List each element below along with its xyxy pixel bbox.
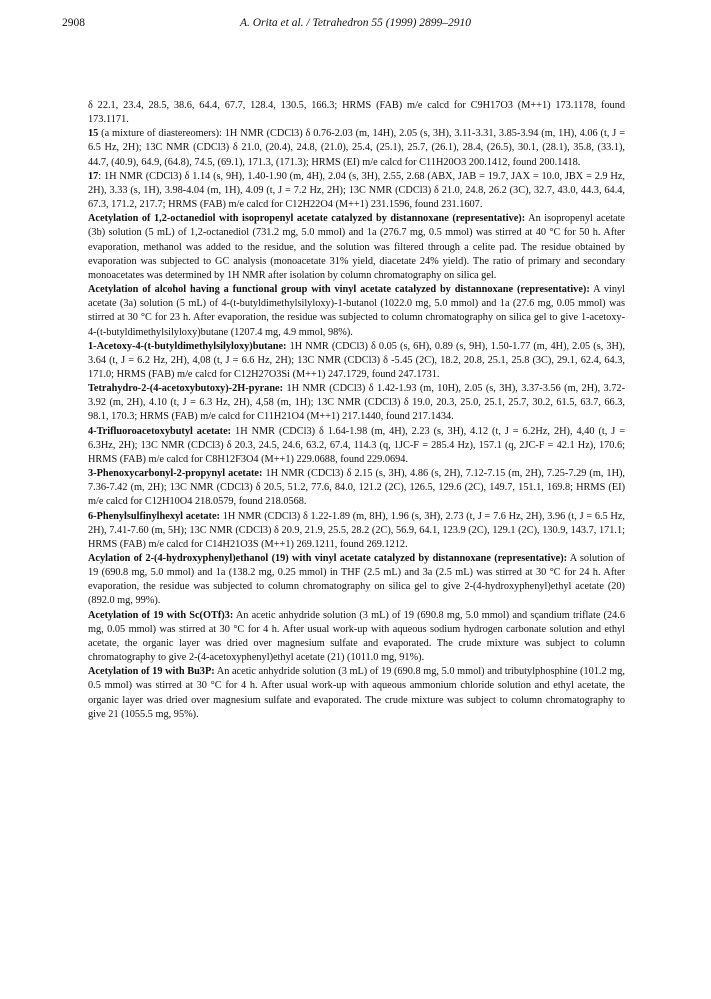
paragraph-compound-15 <box>88 127 625 169</box>
running-head: A. Orita et al. / Tetrahedron 55 (1999) 2899–2910 <box>239 17 472 29</box>
paragraph-silyloxybutane <box>88 340 625 382</box>
page-header <box>0 0 711 40</box>
paragraph-trifluoroacetoxybutyl <box>88 425 625 467</box>
paragraph-phenoxycarbonyl <box>88 467 625 509</box>
paragraph-heading: 15 <box>88 128 99 140</box>
paragraph-heading: 4-Trifluoroacetoxybutyl acetate: <box>88 425 232 437</box>
paragraph-compound-17 <box>88 170 625 212</box>
paragraph-text: An acetic anhydride solution (3 mL) of 19 (690.8 mg, 5.0 mmol) and sçandium triflate (24.6 mg, 0.05 mmol) was stirred at 30 °C for 4 h. After usual work-up with aqueous sodium hydrogen carbonate solution and ethyl acetate, the organic layer was dried over magnesium sulfate and evaporated. The crude mixture was subject to column chromatography to give 2-(4-acetoxyphenyl)ethyl acetate (21) (1011.0 mg, 91%). <box>88 609 625 664</box>
paragraph-heading: Acetylation of alcohol having a functional group with vinyl acetate catalyzed by distannoxane (representative): <box>88 284 590 296</box>
paragraph-octanediol-acetylation <box>88 212 625 283</box>
paragraph-text: A solution of 19 (690.8 mg, 5.0 mmol) and 1a (138.2 mg, 0.25 mmol) in THF (2.5 mL) and 3a (2.5 mL) was stirred at 30 °C for 24 h. After evaporation, the residue was subjected to column chromatography on silica gel to give 2-(4-hydroxyphenyl)ethyl acetate (20) (892.0 mg, 99%). <box>88 553 625 607</box>
paragraph-text: A vinyl acetate (3a) solution (5 mL) of 4-(t-butyldimethylsilyloxy)-1-butanol (1022.0 mg, 5.0 mmol) and 1a (27.6 mg, 0.05 mmol) was stirred at 30 °C for 23 h. After evaporation, the residue was subjected to column chromatography on silica gel to give 1-acetoxy-4-(t-butyldimethylsilyloxy)butane (1207.4 mg, 4.9 mmol, 98%). <box>88 284 625 338</box>
paragraph-heading: Acetylation of 19 with Bu3P: <box>88 666 215 678</box>
paragraph-phenylsulfinylhexyl <box>88 510 625 552</box>
paragraph-text: δ 22.1, 23.4, 28.5, 38.6, 64.4, 67.7, 128.4, 130.5, 166.3; HRMS (FAB) m/e calcd for C9H17O3 (M++1) 173.1178, found 173.1171. <box>88 100 625 126</box>
paragraph-heading: 1-Acetoxy-4-(t-butyldimethylsilyloxy)butane: <box>88 340 287 352</box>
paragraph-tributylphosphine <box>88 665 625 722</box>
paragraph-heading: 17 <box>88 170 99 182</box>
paragraph-text: (a mixture of diastereomers): 1H NMR (CDCl3) δ 0.76-2.03 (m, 14H), 2.05 (s, 3H), 3.11-3.31, 3.85-3.94 (m, 1H), 4.06 (t, J = 6.5 Hz, 2H); 13C NMR (CDCl3) δ 21.0, (20.4), 24.8, (21.0), 25.4, (25.1), 25.7, (26.1), 28.4, (26.5), 30.1, (28.1), 35.8, (33.1), 44.7, (40.9), 64.9, (64.8), 74.5, (69.1), 171.3, (171.3); HRMS (EI) m/e calcd for C11H20O3 200.1412, found 200.1418. <box>88 128 625 168</box>
paragraph-pyrane <box>88 382 625 424</box>
paragraph-text: 1H NMR (CDCl3) δ 1.42-1.93 (m, 10H), 2.05 (s, 3H), 3.37-3.56 (m, 2H), 3.72-3.92 (m, 2H), 4.10 (t, J = 6.3 Hz, 2H), 4,58 (m, 1H); 13C NMR (CDCl3) δ 19.0, 20.3, 25.0, 25.1, 25.7, 30.2, 61.5, 63.7, 66.3, 98.1, 170.3; HRMS (FAB) m/e calcd for C11H21O4 (M++1) 217.1440, found 217.1434. <box>88 383 625 423</box>
paragraph-functional-alcohol-acetylation <box>88 283 625 340</box>
paragraph-text: 1H NMR (CDCl3) δ 1.64-1.98 (m, 4H), 2.23 (s, 3H), 4.12 (t, J = 6.2Hz, 2H), 4,40 (t, J = 6.3Hz, 2H); 13C NMR (CDCl3) δ 20.3, 24.5, 24.6, 63.2, 67.4, 114.3 (q, 1JC-F = 285.4 Hz), 157.1 (q, 2JC-F = 42.1 Hz), 170.6; HRMS (FAB) m/e calcd for C8H12F3O4 (M++1) 229.0688, found 229.0694. <box>88 425 626 465</box>
paragraph-heading: 3-Phenoxycarbonyl-2-propynyl acetate: <box>88 468 263 480</box>
paragraph-heading: 6-Phenylsulfinylhexyl acetate: <box>88 510 220 522</box>
paragraph-text: An isopropenyl acetate (3b) solution (5 mL) of 1,2-octanediol (731.2 mg, 5.0 mmol) and 1a (276.7 mg, 0.5 mmol) was stirred at 40 °C for 50 h. After evaporation, methanol was added to the residue, and the solution was filtered through a celite pad. The residue obtained by evaporation was subjected to GC analysis (monoacetate 31% yield, diacetate 24% yield). The ratio of primary and secondary monoacetates was determined by 1H NMR after isolation by column chromatography on silica gel. <box>88 213 625 281</box>
paragraph-text: 1H NMR (CDCl3) δ 0.05 (s, 6H), 0.89 (s, 9H), 1.50-1.77 (m, 4H), 2.05 (s, 3H), 3.64 (t, J = 6.2 Hz, 2H), 4,08 (t, J = 6.6 Hz, 2H); 13C NMR (CDCl3) δ -5.45 (2C), 18.2, 20.8, 25.1, 25.8 (3C), 29.1, 62.4, 64.3, 171.0; HRMS (FAB) m/e calcd for C12H27O3Si (M++1) 247.1729, found 247.1731. <box>88 340 625 380</box>
article-body <box>88 99 625 722</box>
paragraph-text: An acetic anhydride solution (3 mL) of 19 (690.8 mg, 5.0 mmol) and tributylphosphine (101.2 mg, 0.5 mmol) was stirred at 30 °C for 4 h. After usual work-up with aqueous ammonium chloride solution and ethyl acetate, the organic layer was dried over magnesium sulfate and evaporated. The crude mixture was subject to column chromatography to give 21 (1055.5 mg, 95%). <box>88 666 625 720</box>
paragraph-text: 1H NMR (CDCl3) δ 2.15 (s, 3H), 4.86 (s, 2H), 7.12-7.15 (m, 2H), 7.25-7.29 (m, 1H), 7.36-7.42 (m, 2H); 13C NMR (CDCl3) δ 20.5, 51.2, 77.6, 84.0, 121.2 (2C), 126.5, 129.6 (2C), 149.7, 151.1, 169.8; HRMS (EI) m/e calcd for C12H10O4 218.0579, found 218.0568. <box>88 468 626 508</box>
paragraph-text: 1H NMR (CDCl3) δ 1.22-1.89 (m, 8H), 1.96 (s, 3H), 2.73 (t, J = 7.6 Hz, 2H), 3.96 (t, J = 6.5 Hz, 2H), 7.41-7.60 (m, 5H); 13C NMR (CDCl3) δ 20.9, 21.9, 25.5, 28.2 (2C), 56.9, 64.1, 123.9 (2C), 129.1 (2C), 130.9, 143.7, 171.1; HRMS (FAB) m/e calcd for C14H21O3S (M++1) 269.1211, found 269.1212. <box>88 510 626 550</box>
paragraph-continued-data <box>88 99 625 127</box>
paragraph-scandium-triflate <box>88 609 625 666</box>
paragraph-text: : 1H NMR (CDCl3) δ 1.14 (s, 9H), 1.40-1.90 (m, 4H), 2.04 (s, 3H), 2.55, 2.68 (ABX, JAB = 19.7, JAX = 10.0, JBX = 2.9 Hz, 2H), 3.33 (s, 1H), 3.98-4.04 (m, 1H), 4.09 (t, J = 7.2 Hz, 2H); 13C NMR (CDCl3) δ 21.0, 24.8, 26.2 (3C), 32.7, 43.0, 44.3, 64.4, 67.3, 171.2, 217.7; HRMS (FAB) m/e calcd for C12H22O4 (M++1) 231.1596, found 231.1607. <box>88 170 625 211</box>
page-number: 2908 <box>62 17 85 29</box>
paragraph-heading: Acylation of 2-(4-hydroxyphenyl)ethanol (19) with vinyl acetate catalyzed by distannoxane (representative): <box>88 553 568 564</box>
paragraph-heading: Acetylation of 1,2-octanediol with isopropenyl acetate catalyzed by distannoxane (representative): <box>88 213 526 225</box>
paragraph-hydroxyphenylethanol-acylation <box>88 552 625 609</box>
paragraph-heading: Tetrahydro-2-(4-acetoxybutoxy)-2H-pyrane: <box>88 383 284 395</box>
paragraph-heading: Acetylation of 19 with Sc(OTf)3: <box>88 609 234 621</box>
